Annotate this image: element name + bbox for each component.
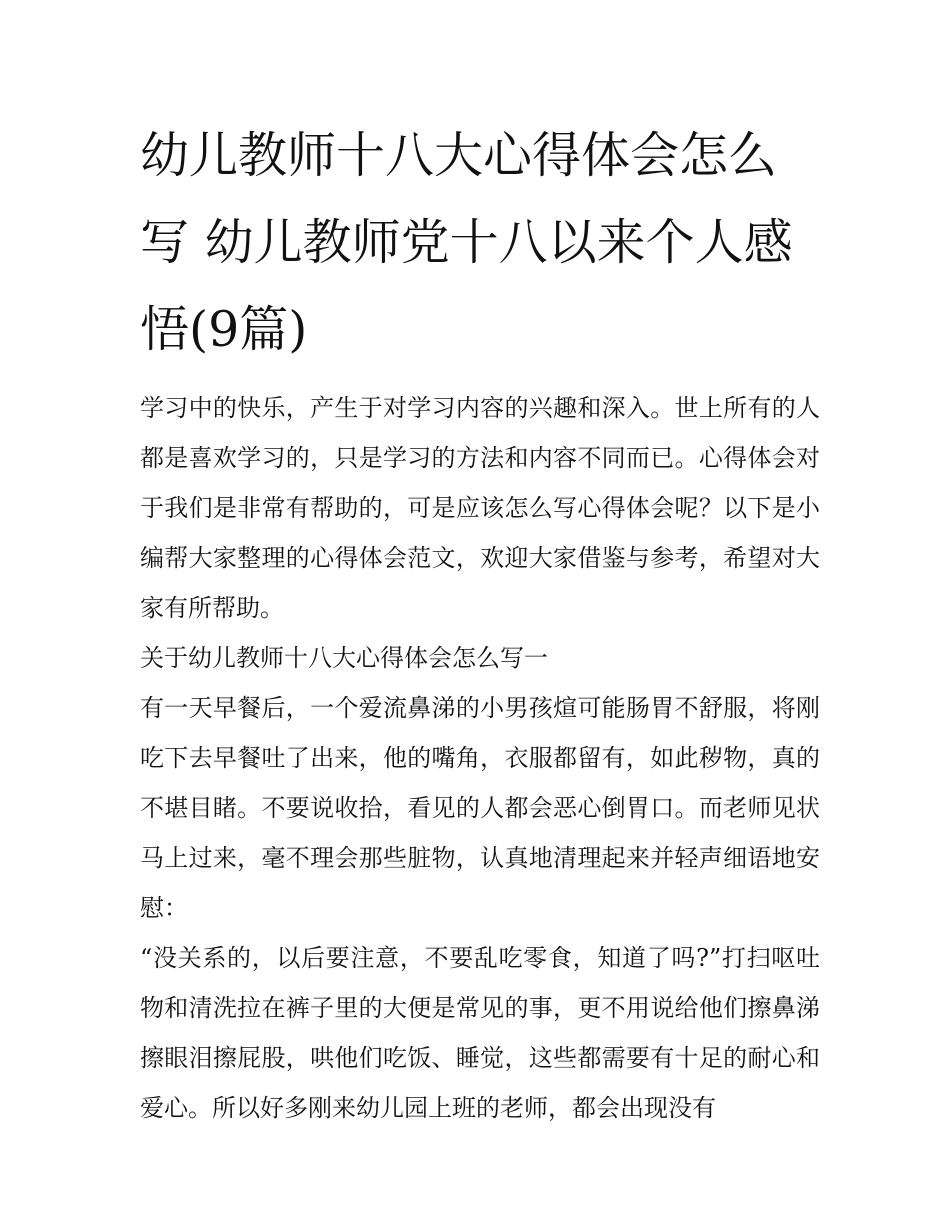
document-body	[140, 383, 820, 1133]
quote-paragraph: “没关系的，以后要注意，不要乱吃零食，知道了吗?”打扫呕吐物和清洗拉在裤子里的大便是常见的事，更不用说给他们擦鼻涕擦眼泪擦屁股，哄他们吃饭、睡觉，这些都需要有十足的耐心和爱心。所以好多刚来幼儿园上班的老师，都会出现没有	[140, 944, 820, 1122]
story-paragraph: 有一天早餐后，一个爱流鼻涕的小男孩煊可能肠胃不舒服，将刚吃下去早餐吐了出来，他的嘴角，衣服都留有，如此秽物，真的不堪目睹。不要说收拾，看见的人都会恶心倒胃口。而老师见状马上过来，毫不理会那些脏物，认真地清理起来并轻声细语地安慰：	[140, 694, 820, 922]
document-title: 幼儿教师十八大心得体会怎么写 幼儿教师党十八以来个人感悟(9篇)	[140, 127, 793, 358]
section-heading: 关于幼儿教师十八大心得体会怎么写一	[140, 644, 548, 672]
intro-paragraph: 学习中的快乐，产生于对学习内容的兴趣和深入。世上所有的人都是喜欢学习的，只是学习的方法和内容不同而已。心得体会对于我们是非常有帮助的，可是应该怎么写心得体会呢？以下是小编帮大家整理的心得体会范文，欢迎大家借鉴与参考，希望对大家有所帮助。	[140, 394, 820, 622]
document-page	[140, 112, 820, 1133]
